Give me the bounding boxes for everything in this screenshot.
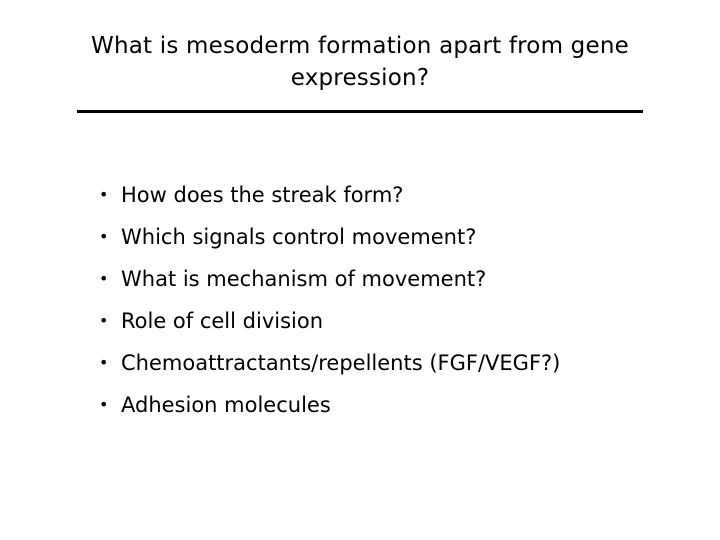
bullet-icon: •: [99, 395, 109, 414]
bullet-text: Chemoattractants/repellents (FGF/VEGF?): [121, 351, 561, 375]
bullet-icon: •: [99, 311, 109, 330]
bullet-text: Which signals control movement?: [121, 225, 477, 249]
bullet-text: What is mechanism of movement?: [121, 267, 487, 291]
bullet-item: [0, 386, 720, 416]
bullet-item: [0, 260, 720, 290]
bullet-item: [0, 218, 720, 248]
bullet-icon: •: [99, 227, 109, 246]
bullet-item: [0, 302, 720, 332]
bullet-text: Adhesion molecules: [121, 393, 331, 417]
bullet-text: Role of cell division: [121, 309, 324, 333]
bullet-text: How does the streak form?: [121, 183, 404, 207]
bullet-icon: •: [99, 353, 109, 372]
slide-title: [40, 30, 680, 94]
slide-title-line-1: What is mesoderm formation apart from gene: [91, 33, 629, 59]
title-underline: [77, 110, 643, 113]
bullet-icon: •: [99, 185, 109, 204]
bullet-item: [0, 344, 720, 374]
bullet-item: [0, 176, 720, 206]
slide-title-line-2: expression?: [290, 65, 430, 91]
bullet-icon: •: [99, 269, 109, 288]
